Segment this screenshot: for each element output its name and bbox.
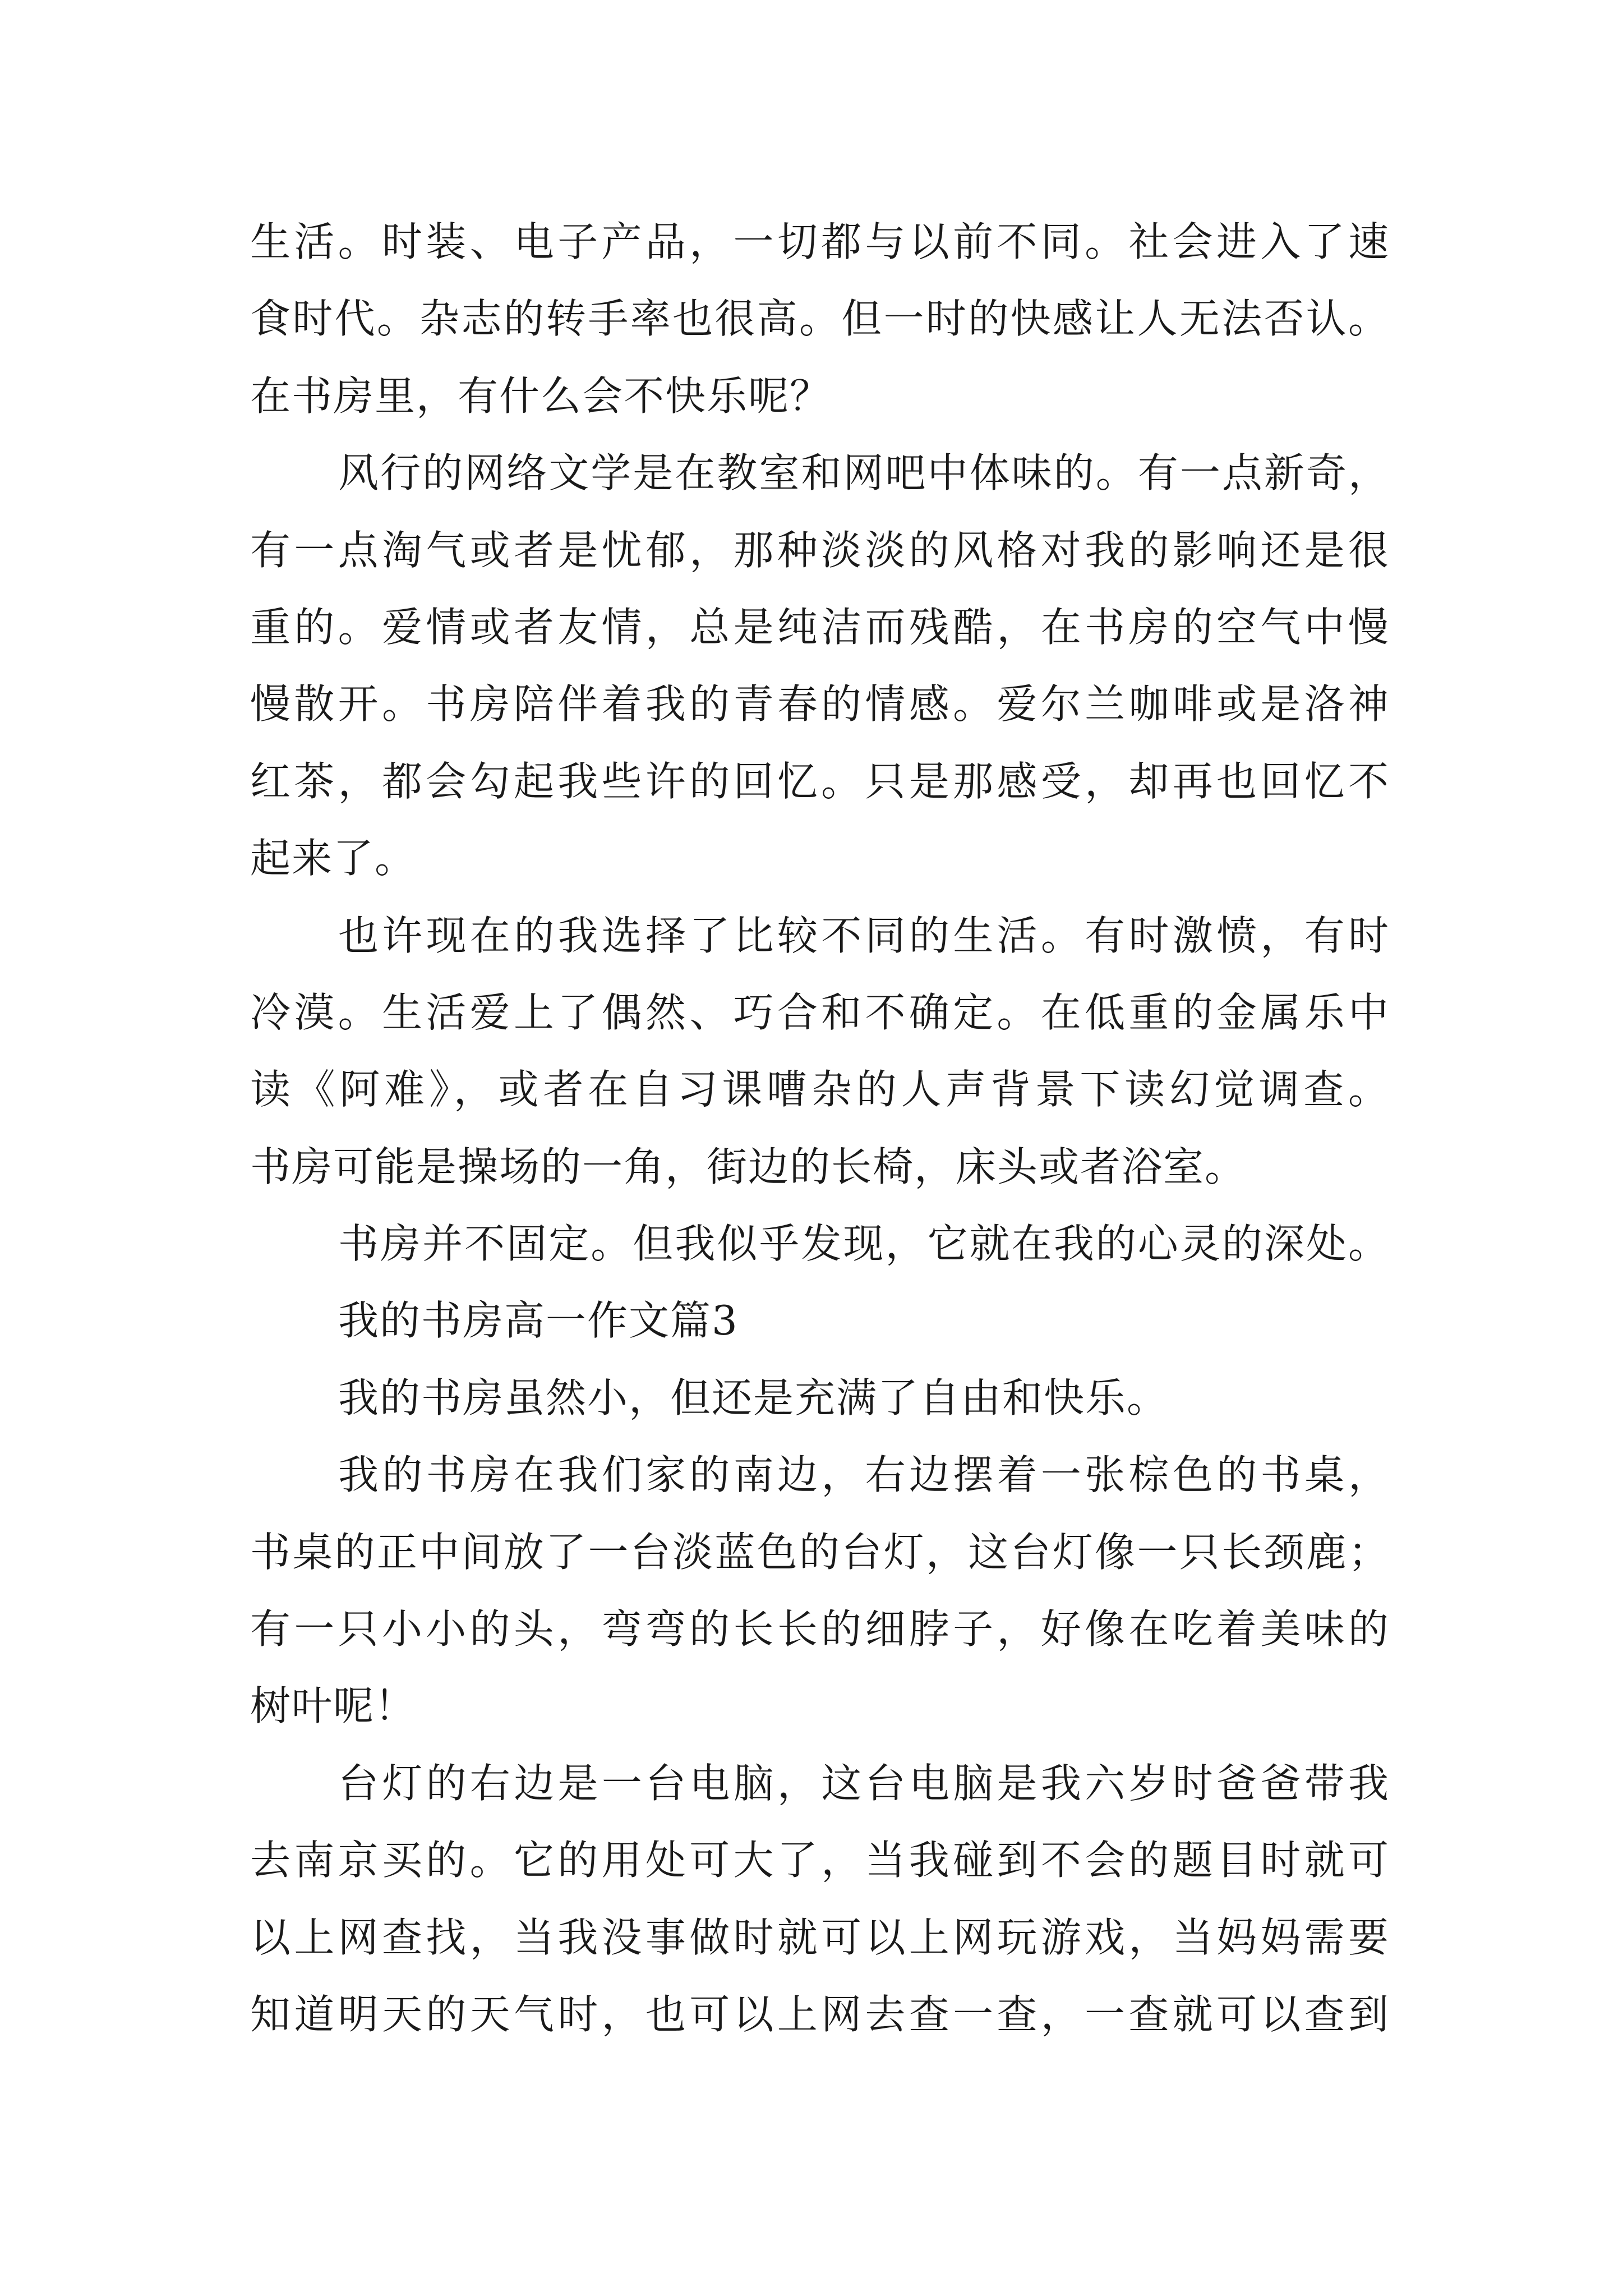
paragraph — [250, 204, 1389, 435]
text-line: 有一只小小的头，弯弯的长长的细脖子，好像在吃着美味的 — [250, 1605, 1389, 1653]
text-line: 也许现在的我选择了比较不同的生活。有时激愤，有时 — [338, 912, 1389, 959]
text-line: 有一点淘气或者是忧郁，那种淡淡的风格对我的影响还是很 — [250, 526, 1389, 574]
paragraph — [250, 1437, 1389, 1745]
text-line: 冷漠。生活爱上了偶然、巧合和不确定。在低重的金属乐中 — [250, 988, 1389, 1036]
text-line: 知道明天的天气时，也可以上网去查一查，一查就可以查到 — [250, 1990, 1389, 2038]
text-line: 我的书房虽然小，但还是充满了自由和快乐。 — [338, 1374, 1169, 1421]
text-line: 起来了。 — [250, 835, 417, 882]
text-line: 书桌的正中间放了一台淡蓝色的台灯，这台灯像一只长颈鹿； — [250, 1528, 1389, 1576]
document-body — [250, 204, 1389, 2053]
paragraph — [250, 898, 1389, 1206]
paragraph — [250, 1360, 1389, 1437]
text-line: 生活。时装、电子产品，一切都与以前不同。社会进入了速 — [250, 218, 1389, 265]
text-line: 树叶呢！ — [250, 1682, 417, 1730]
text-line: 慢散开。书房陪伴着我的青春的情感。爱尔兰咖啡或是洛神 — [250, 680, 1389, 728]
text-line: 食时代。杂志的转手率也很高。但一时的快感让人无法否认。 — [250, 295, 1389, 343]
paragraph — [250, 1205, 1389, 1282]
text-line: 红茶，都会勾起我些许的回忆。只是那感受，却再也回忆不 — [250, 757, 1389, 805]
text-line: 以上网查找，当我没事做时就可以上网玩游戏，当妈妈需要 — [250, 1913, 1389, 1961]
text-line: 台灯的右边是一台电脑，这台电脑是我六岁时爸爸带我 — [338, 1759, 1389, 1807]
paragraph — [250, 1745, 1389, 2054]
paragraph — [250, 435, 1389, 897]
text-line: 读《阿难》，或者在自习课嘈杂的人声背景下读幻觉调查。 — [250, 1066, 1389, 1114]
text-line: 去南京买的。它的用处可大了，当我碰到不会的题目时就可 — [250, 1837, 1389, 1884]
section-title: 我的书房高一作文篇3 — [338, 1297, 739, 1345]
text-line: 书房并不固定。但我似乎发现，它就在我的心灵的深处。 — [338, 1220, 1389, 1268]
text-line: 风行的网络文学是在教室和网吧中体味的。有一点新奇， — [338, 449, 1389, 497]
text-line: 我的书房在我们家的南边，右边摆着一张棕色的书桌， — [338, 1451, 1389, 1499]
text-line: 重的。爱情或者友情，总是纯洁而残酷，在书房的空气中慢 — [250, 603, 1389, 651]
text-line: 在书房里，有什么会不快乐呢？ — [250, 372, 832, 420]
text-line: 书房可能是操场的一角，街边的长椅，床头或者浴室。 — [250, 1143, 1247, 1190]
